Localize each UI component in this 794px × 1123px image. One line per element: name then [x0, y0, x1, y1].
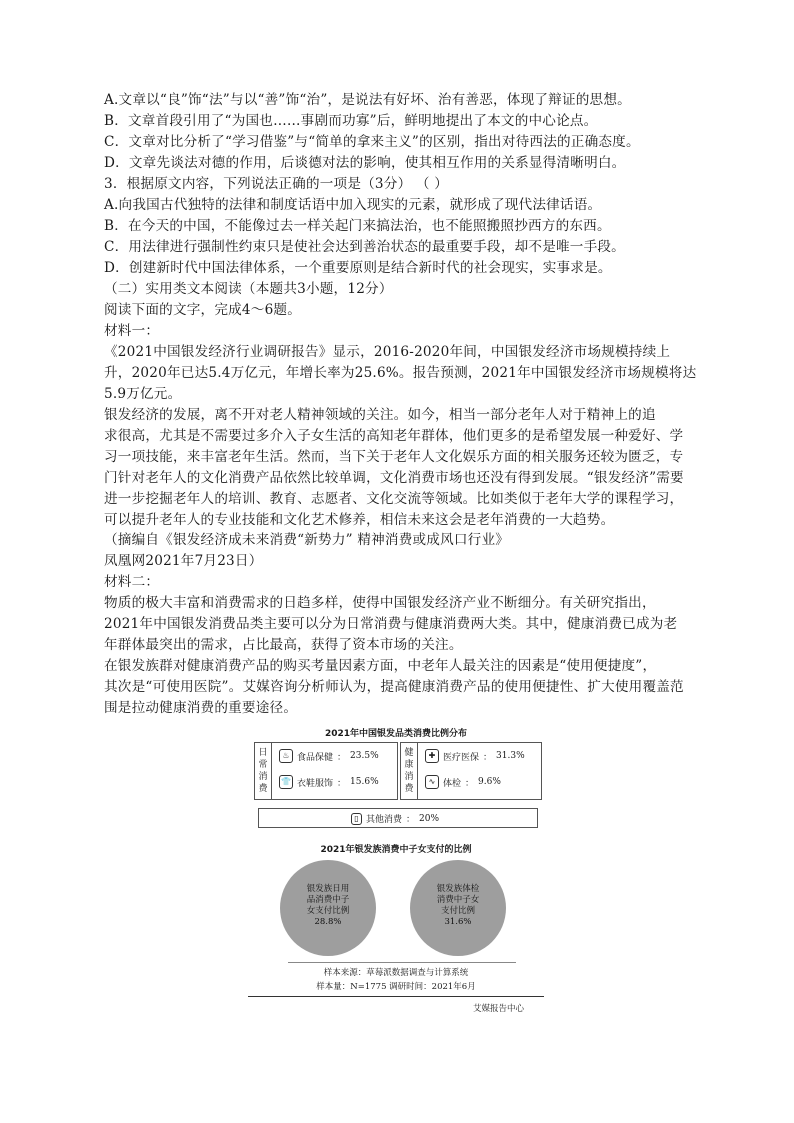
- health-group-label: [403, 747, 415, 795]
- pie2-value: 31.6%: [444, 917, 472, 927]
- pie1-line3: 女支付比例: [306, 906, 350, 916]
- checkup-label: 体检: [443, 778, 462, 789]
- text-line: 年群体最突出的需求，占比最高，获得了资本市场的关注。: [104, 637, 463, 653]
- text-line: （摘编自《银发经济成未来消费“新势力” 精神消费或成风口行业》: [104, 532, 510, 548]
- figure-credit: 艾媒报告中心: [472, 1004, 524, 1014]
- other-value: 20%: [419, 813, 440, 824]
- medical-label: 医疗医保: [443, 752, 480, 763]
- daily-consumption-box: [254, 742, 398, 800]
- health-group-name: 健 康 消 费: [404, 748, 414, 794]
- text-line: 在银发族群对健康消费产品的购买考量因素方面，中老年人最关注的因素是“使用便捷度”，: [104, 658, 657, 674]
- text-line: 5.9万亿元。: [104, 386, 182, 402]
- food-label: 食品保健: [297, 752, 334, 763]
- text-line: （二）实用类文本阅读（本题共3小题，12分）: [104, 281, 393, 297]
- food-icon: ♨: [279, 749, 293, 763]
- clothing-cell: 👕 衣鞋服饰 ： 15.6%: [279, 775, 379, 789]
- clothing-label: 衣鞋服饰: [297, 778, 334, 789]
- other-cell: ▯ 其他消费 ： 20%: [351, 812, 439, 825]
- text-line: 围是拉动健康消费的重要途径。: [104, 700, 298, 716]
- clothing-value: 15.6%: [350, 777, 379, 787]
- pie2-line2: 消费中子女: [436, 895, 480, 905]
- text-line: C．文章对比分析了“学习借鉴”与“简单的拿来主义”的区别，指出对待西法的正确态度。: [104, 134, 640, 150]
- text-line: 银发经济的发展，离不开对老人精神领域的关注。如今，相当一部分老年人对于精神上的追: [104, 407, 656, 423]
- text-line: 材料一：: [104, 323, 160, 339]
- pie2-line1: 银发族体检: [436, 884, 480, 894]
- food-cell: ♨ 食品保健 ： 23.5%: [279, 749, 379, 763]
- figure-source: 样本来源：草莓派数据调查与计算系统: [323, 968, 469, 978]
- checkup-cell: ∿ 体检 ： 9.6%: [425, 775, 501, 789]
- text-line: A.向我国古代独特的法律和制度话语中加入现实的元素，就形成了现代法律话语。: [104, 197, 602, 213]
- text-line: C．用法律进行强制性约束只是使社会达到善治状态的最重要手段，却不是唯一手段。: [104, 239, 625, 255]
- pie1-line1: 银发族日用: [306, 884, 350, 894]
- chart-title-children-pay: 2021年银发族消费中子女支付的比例: [320, 845, 472, 855]
- text-line: 门针对老年人的文化消费产品依然比较单调，文化消费市场也还没有得到发展。“银发经济”需要: [104, 470, 684, 486]
- text-line: 阅读下面的文字，完成4～6题。: [104, 302, 302, 318]
- medical-value: 31.3%: [496, 751, 525, 761]
- other-consumption-box: [258, 808, 538, 828]
- figure-sample: 样本量：N=1775 调研时间：2021年6月: [316, 982, 476, 992]
- pie-checkup-children-pay: [410, 860, 506, 956]
- pie-daily-children-pay: [280, 860, 376, 956]
- pie1-value: 28.8%: [314, 917, 342, 927]
- text-line: 材料二：: [104, 574, 160, 590]
- text-line: 可以提升老年人的专业技能和文化艺术修养，相信未来这会是老年消费的一大趋势。: [104, 512, 615, 528]
- text-line: 凤凰网2021年7月23日）: [104, 553, 263, 569]
- text-line: 《2021中国银发经济行业调研报告》显示，2016-2020年间，中国银发经济市场规模持续上: [104, 344, 671, 360]
- chart-title-distribution: 2021年中国银发品类消费比例分布: [324, 729, 468, 739]
- text-line: 物质的极大丰富和消费需求的日趋多样，使得中国银发经济产业不断细分。有关研究指出，: [104, 595, 656, 611]
- food-value: 23.5%: [350, 751, 379, 761]
- text-line: B．文章首段引用了“为国也……事剧而功寡”后，鲜明地提出了本文的中心论点。: [104, 113, 598, 129]
- medical-icon: ✚: [425, 749, 439, 763]
- stethoscope-icon: ∿: [425, 775, 439, 789]
- other-label: 其他消费: [366, 815, 403, 825]
- bag-icon: ▯: [351, 813, 362, 825]
- text-line: A.文章以“良”饰“法”与以“善”饰“治”，是说法有好坏、治有善恶，体现了辩证的思想。: [104, 92, 631, 108]
- text-line: 升，2020年已达5.4万亿元，年增长率为25.6%。报告预测，2021年中国银发经济市场规模将达: [104, 365, 697, 381]
- shirt-icon: 👕: [279, 775, 293, 789]
- medical-cell: ✚ 医疗医保 ： 31.3%: [425, 749, 525, 763]
- text-line: 习一项技能，来丰富老年生活。然而，当下关于老年人文化娱乐方面的相关服务还较为匮乏，专: [104, 449, 684, 465]
- pie1-line2: 品消费中子: [306, 895, 350, 905]
- text-line: 其次是“可使用医院”。艾媒咨询分析师认为，提高健康消费产品的使用便捷性、扩大使用覆盖范: [104, 679, 684, 695]
- pie2-line3: 支付比例: [440, 906, 475, 916]
- text-line: D．文章先谈法对德的作用，后谈德对法的影响，使其相互作用的关系显得清晰明白。: [104, 155, 626, 171]
- text-line: 2021年中国银发消费品类主要可以分为日常消费与健康消费两大类。其中，健康消费已成为老: [104, 616, 678, 632]
- daily-group-name: 日 常 消 费: [258, 748, 268, 794]
- text-line: 求很高，尤其是不需要过多介入子女生活的高知老年群体，他们更多的是希望发展一种爱好、学: [104, 428, 684, 444]
- figure-consumption: [248, 726, 544, 1020]
- health-consumption-box: [400, 742, 542, 800]
- text-line: 3．根据原文内容，下列说法正确的一项是（3分） （ ）: [104, 176, 448, 192]
- daily-group-label: [257, 747, 269, 795]
- text-line: D．创建新时代中国法律体系，一个重要原则是结合新时代的社会现实，实事求是。: [104, 260, 612, 276]
- checkup-value: 9.6%: [478, 777, 501, 787]
- text-line: 进一步挖掘老年人的培训、教育、志愿者、文化交流等领域。比如类似于老年大学的课程学习，: [104, 491, 684, 507]
- text-line: B．在今天的中国，不能像过去一样关起门来搞法治，也不能照搬照抄西方的东西。: [104, 218, 611, 234]
